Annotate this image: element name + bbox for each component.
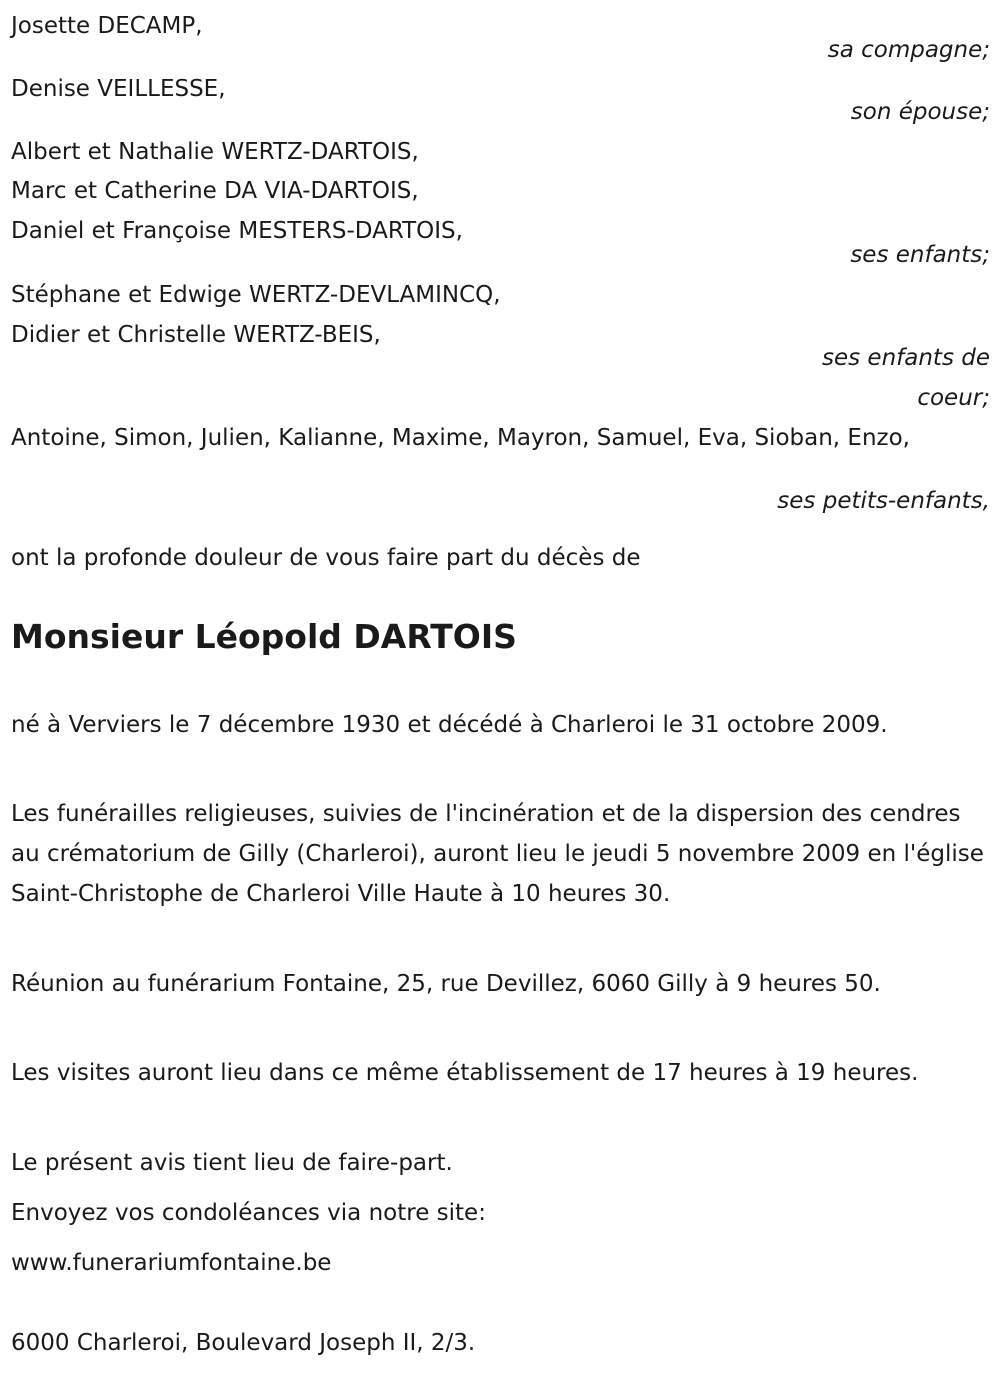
family-role: ses enfants;	[850, 242, 990, 268]
announcement-text: ont la profonde douleur de vous faire part du décès de	[11, 545, 641, 571]
visits-paragraph: Les visites auront lieu dans ce même établissement de 17 heures à 19 heures.	[11, 1060, 919, 1086]
family-role: sa compagne;	[827, 37, 990, 63]
family-name: Marc et Catherine DA VIA-DARTOIS,	[11, 178, 419, 204]
website-link[interactable]: www.funerariumfontaine.be	[11, 1250, 332, 1276]
family-name: Denise VEILLESSE,	[11, 76, 226, 102]
family-name: Stéphane et Edwige WERTZ-DEVLAMINCQ,	[11, 282, 501, 308]
family-name: Didier et Christelle WERTZ-BEIS,	[11, 322, 381, 348]
meeting-paragraph: Réunion au funérarium Fontaine, 25, rue Devillez, 6060 Gilly à 9 heures 50.	[11, 971, 881, 997]
family-role: ses petits-enfants,	[777, 488, 990, 514]
family-role: son épouse;	[850, 99, 990, 125]
deceased-name: Monsieur Léopold DARTOIS	[11, 617, 517, 656]
family-name: Albert et Nathalie WERTZ-DARTOIS,	[11, 139, 419, 165]
funeral-paragraph: Les funérailles religieuses, suivies de l'incinération et de la dispersion des cendres au crématorium de Gilly (Charleroi), auront lieu le jeudi 5 novembre 2009 en l'église Saint-Christophe de Charleroi Ville Haute à 10 heures 30.	[11, 801, 984, 907]
birth-death-paragraph: né à Verviers le 7 décembre 1930 et décédé à Charleroi le 31 octobre 2009.	[11, 712, 888, 738]
family-role: ses enfants de coeur;	[822, 345, 990, 411]
family-name: Daniel et Françoise MESTERS-DARTOIS,	[11, 218, 463, 244]
notice-paragraph: Le présent avis tient lieu de faire-part.	[11, 1150, 453, 1176]
condolences-paragraph: Envoyez vos condoléances via notre site:	[11, 1200, 486, 1226]
family-name: Josette DECAMP,	[11, 13, 203, 39]
address-text: 6000 Charleroi, Boulevard Joseph II, 2/3.	[11, 1330, 476, 1356]
family-name: Antoine, Simon, Julien, Kalianne, Maxime, Mayron, Samuel, Eva, Sioban, Enzo,	[11, 425, 910, 451]
